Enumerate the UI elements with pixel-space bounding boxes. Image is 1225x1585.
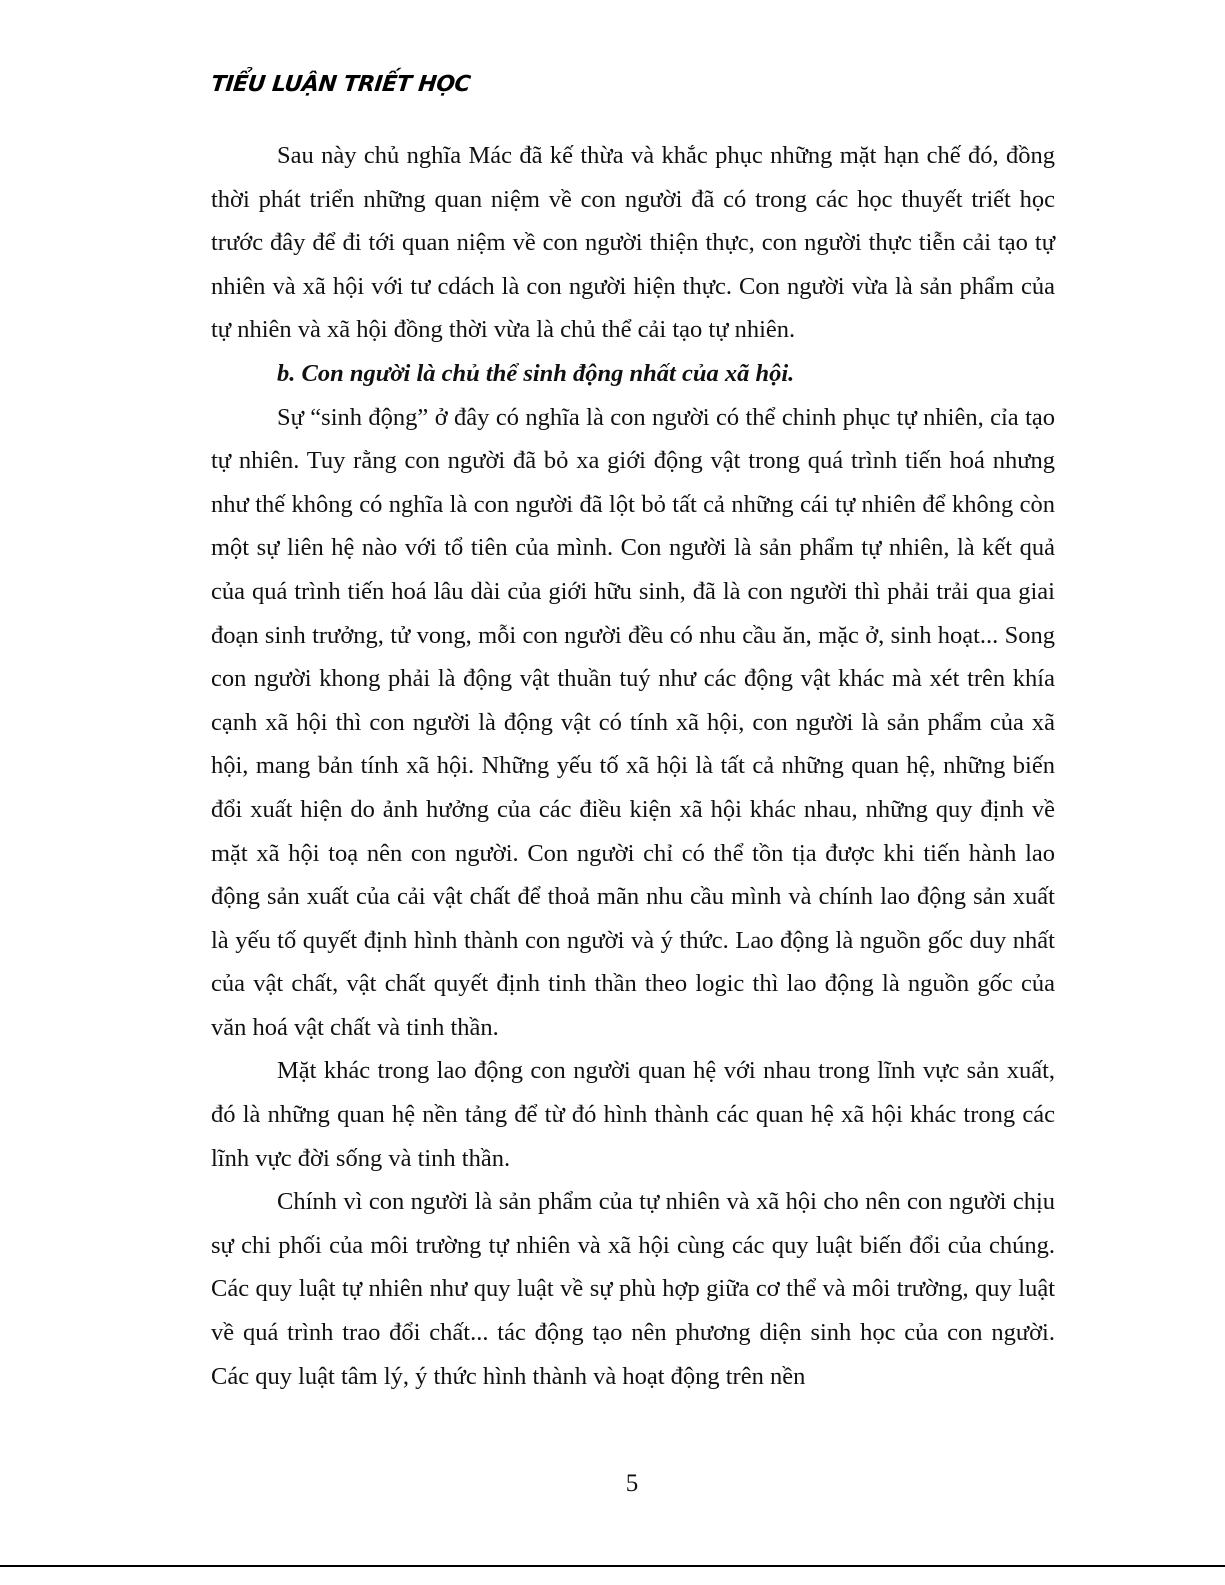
paragraph: Mặt khác trong lao động con người quan hệ với nhau trong lĩnh vực sản xuất, đó là những quan hệ nền tảng để từ đó hình thành các quan hệ xã hội khác trong các lĩnh vực đời sống và tinh thần. [211, 1057, 1055, 1172]
paragraph: Sự “sinh động” ở đây có nghĩa là con người có thể chinh phục tự nhiên, cỉa tạo tự nhiên. Tuy rằng con người đã bỏ xa giới động vật trong quá trình tiến hoá nhưng như thế không có nghĩa là con người đã lột bỏ tất cả những cái tự nhiên để không còn một sự liên hệ nào với tổ tiên của mình. Con người là sản phẩm tự nhiên, là kết quả của quá trình tiến hoá lâu dài của giới hữu sinh, đã là con người thì phải trải qua giai đoạn sinh trưởng, tử vong, mỗi con người đều có nhu cầu ăn, mặc ở, sinh hoạt... Song con người khong phải là động vật thuần tuý như các động vật khác mà xét trên khía cạnh xã hội thì con người là động vật có tính xã hội, con người là sản phẩm của xã hội, mang bản tính xã hội. Những yếu tố xã hội là tất cả những quan hệ, những biến đổi xuất hiện do ảnh hưởng của các điều kiện xã hội khác nhau, những quy định về mặt xã hội toạ nên con người. Con người chỉ có thể tồn tịa được khi tiến hành lao động sản xuất của cải vật chất để thoả mãn nhu cầu mình và chính lao động sản xuất là yếu tố quyết định hình thành con người và ý thức. Lao động là nguồn gốc duy nhất của vật chất, vật chất quyết định tinh thần theo logic thì lao động là nguồn gốc của văn hoá vật chất và tinh thần. [211, 403, 1055, 1041]
bottom-rule [0, 1565, 1225, 1567]
section-heading: b. Con người là chủ thể sinh động nhất của xã hội. [277, 359, 795, 387]
page-body [211, 134, 1055, 1398]
paragraph: Chính vì con người là sản phẩm của tự nhiên và xã hội cho nên con người chịu sự chi phối của môi trường tự nhiên và xã hội cùng các quy luật biến đổi của chúng. Các quy luật tự nhiên như quy luật về sự phù hợp giữa cơ thể và môi trường, quy luật về quá trình trao đổi chất... tác động tạo nên phương diện sinh học của con người. Các quy luật tâm lý, ý thức hình thành và hoạt động trên nền [211, 1188, 1055, 1390]
paragraph: Sau này chủ nghĩa Mác đã kế thừa và khắc phục những mặt hạn chế đó, đồng thời phát triển những quan niệm về con người đã có trong các học thuyết triết học trước đây để đi tới quan niệm về con người thiện thực, con người thực tiễn cải tạo tự nhiên và xã hội với tư cdách là con người hiện thực. Con người vừa là sản phẩm của tự nhiên và xã hội đồng thời vừa là chủ thể cải tạo tự nhiên. [211, 142, 1055, 344]
page-number: 5 [625, 1470, 639, 1497]
running-header: TIỂU LUẬN TRIẾT HỌC [209, 72, 472, 97]
